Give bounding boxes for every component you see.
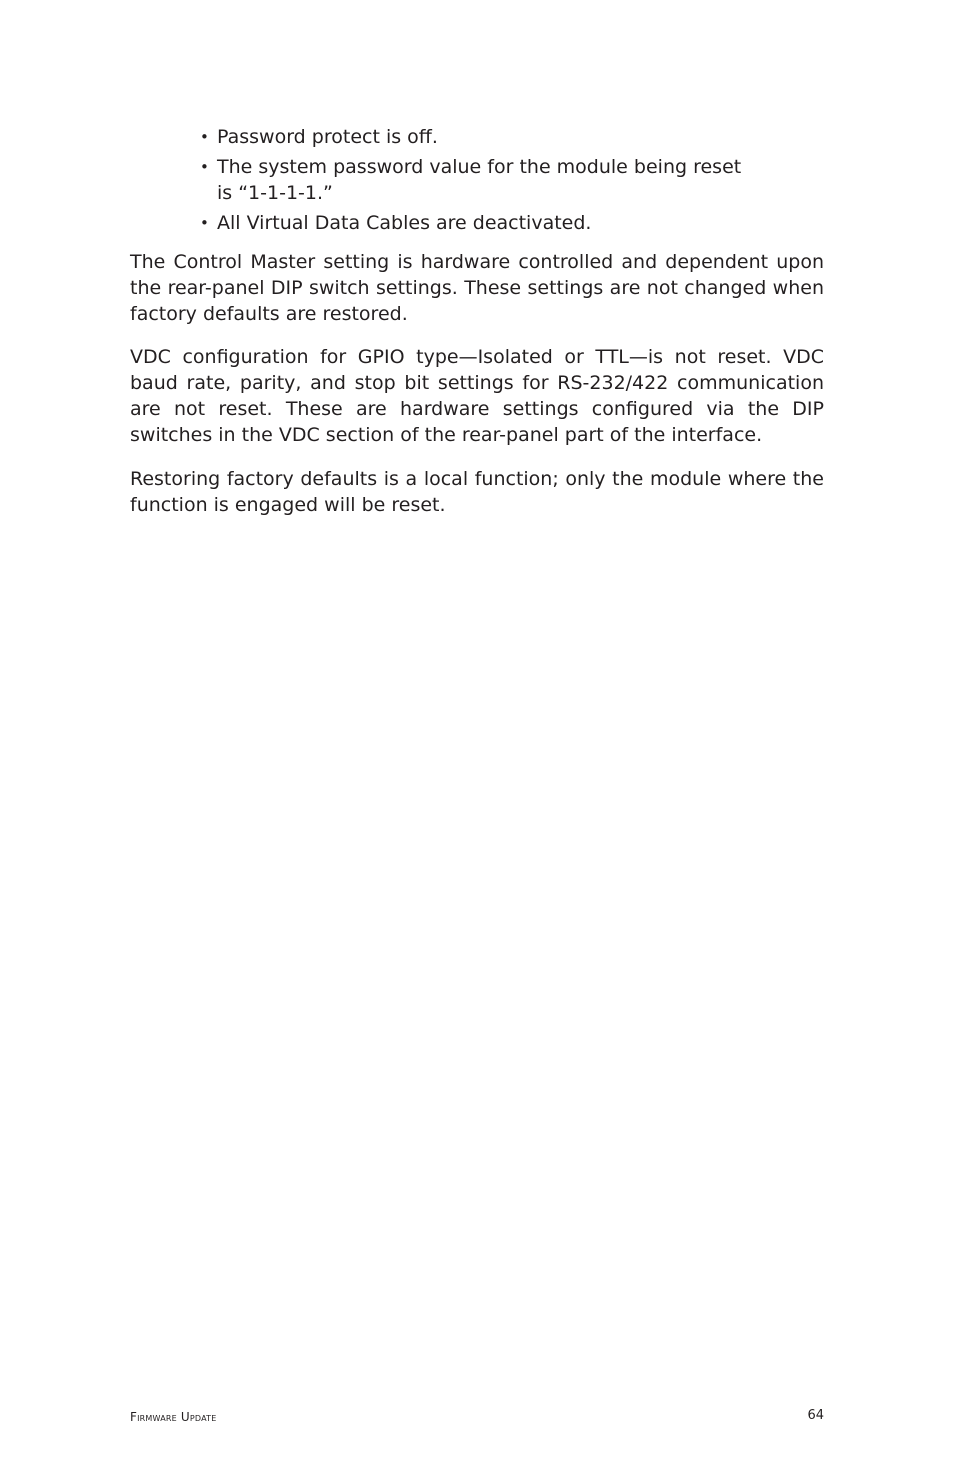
list-item [200, 124, 760, 150]
bullet-text: Password protect is off. [217, 126, 438, 148]
paragraph-restoring-defaults: Restoring factory defaults is a local function; only the module where the function is engaged will be reset. [130, 468, 824, 516]
bullet-icon: • [200, 128, 209, 146]
paragraph-control-master: The Control Master setting is hardware controlled and dependent upon the rear-panel DIP switch settings. These settings are not changed when factory defaults are restored. [130, 251, 824, 325]
bullet-list [200, 124, 760, 240]
bullet-icon: • [200, 158, 209, 176]
bullet-text: All Virtual Data Cables are deactivated. [217, 212, 592, 234]
bullet-text: The system password value for the module being reset is “1-1-1-1.” [217, 156, 742, 204]
list-item [200, 210, 760, 236]
list-item [200, 154, 760, 206]
footer-section-title: Firmware Update [130, 1410, 217, 1424]
bullet-icon: • [200, 214, 209, 232]
paragraph-vdc-configuration: VDC configuration for GPIO type—Isolated or TTL—is not reset. VDC baud rate, parity, and stop bit settings for RS-232/422 communication are not reset. These are hardware settings configured via the DIP switches in the VDC section of the rear-panel part of the interface. [130, 346, 824, 446]
page-number: 64 [807, 1408, 824, 1423]
